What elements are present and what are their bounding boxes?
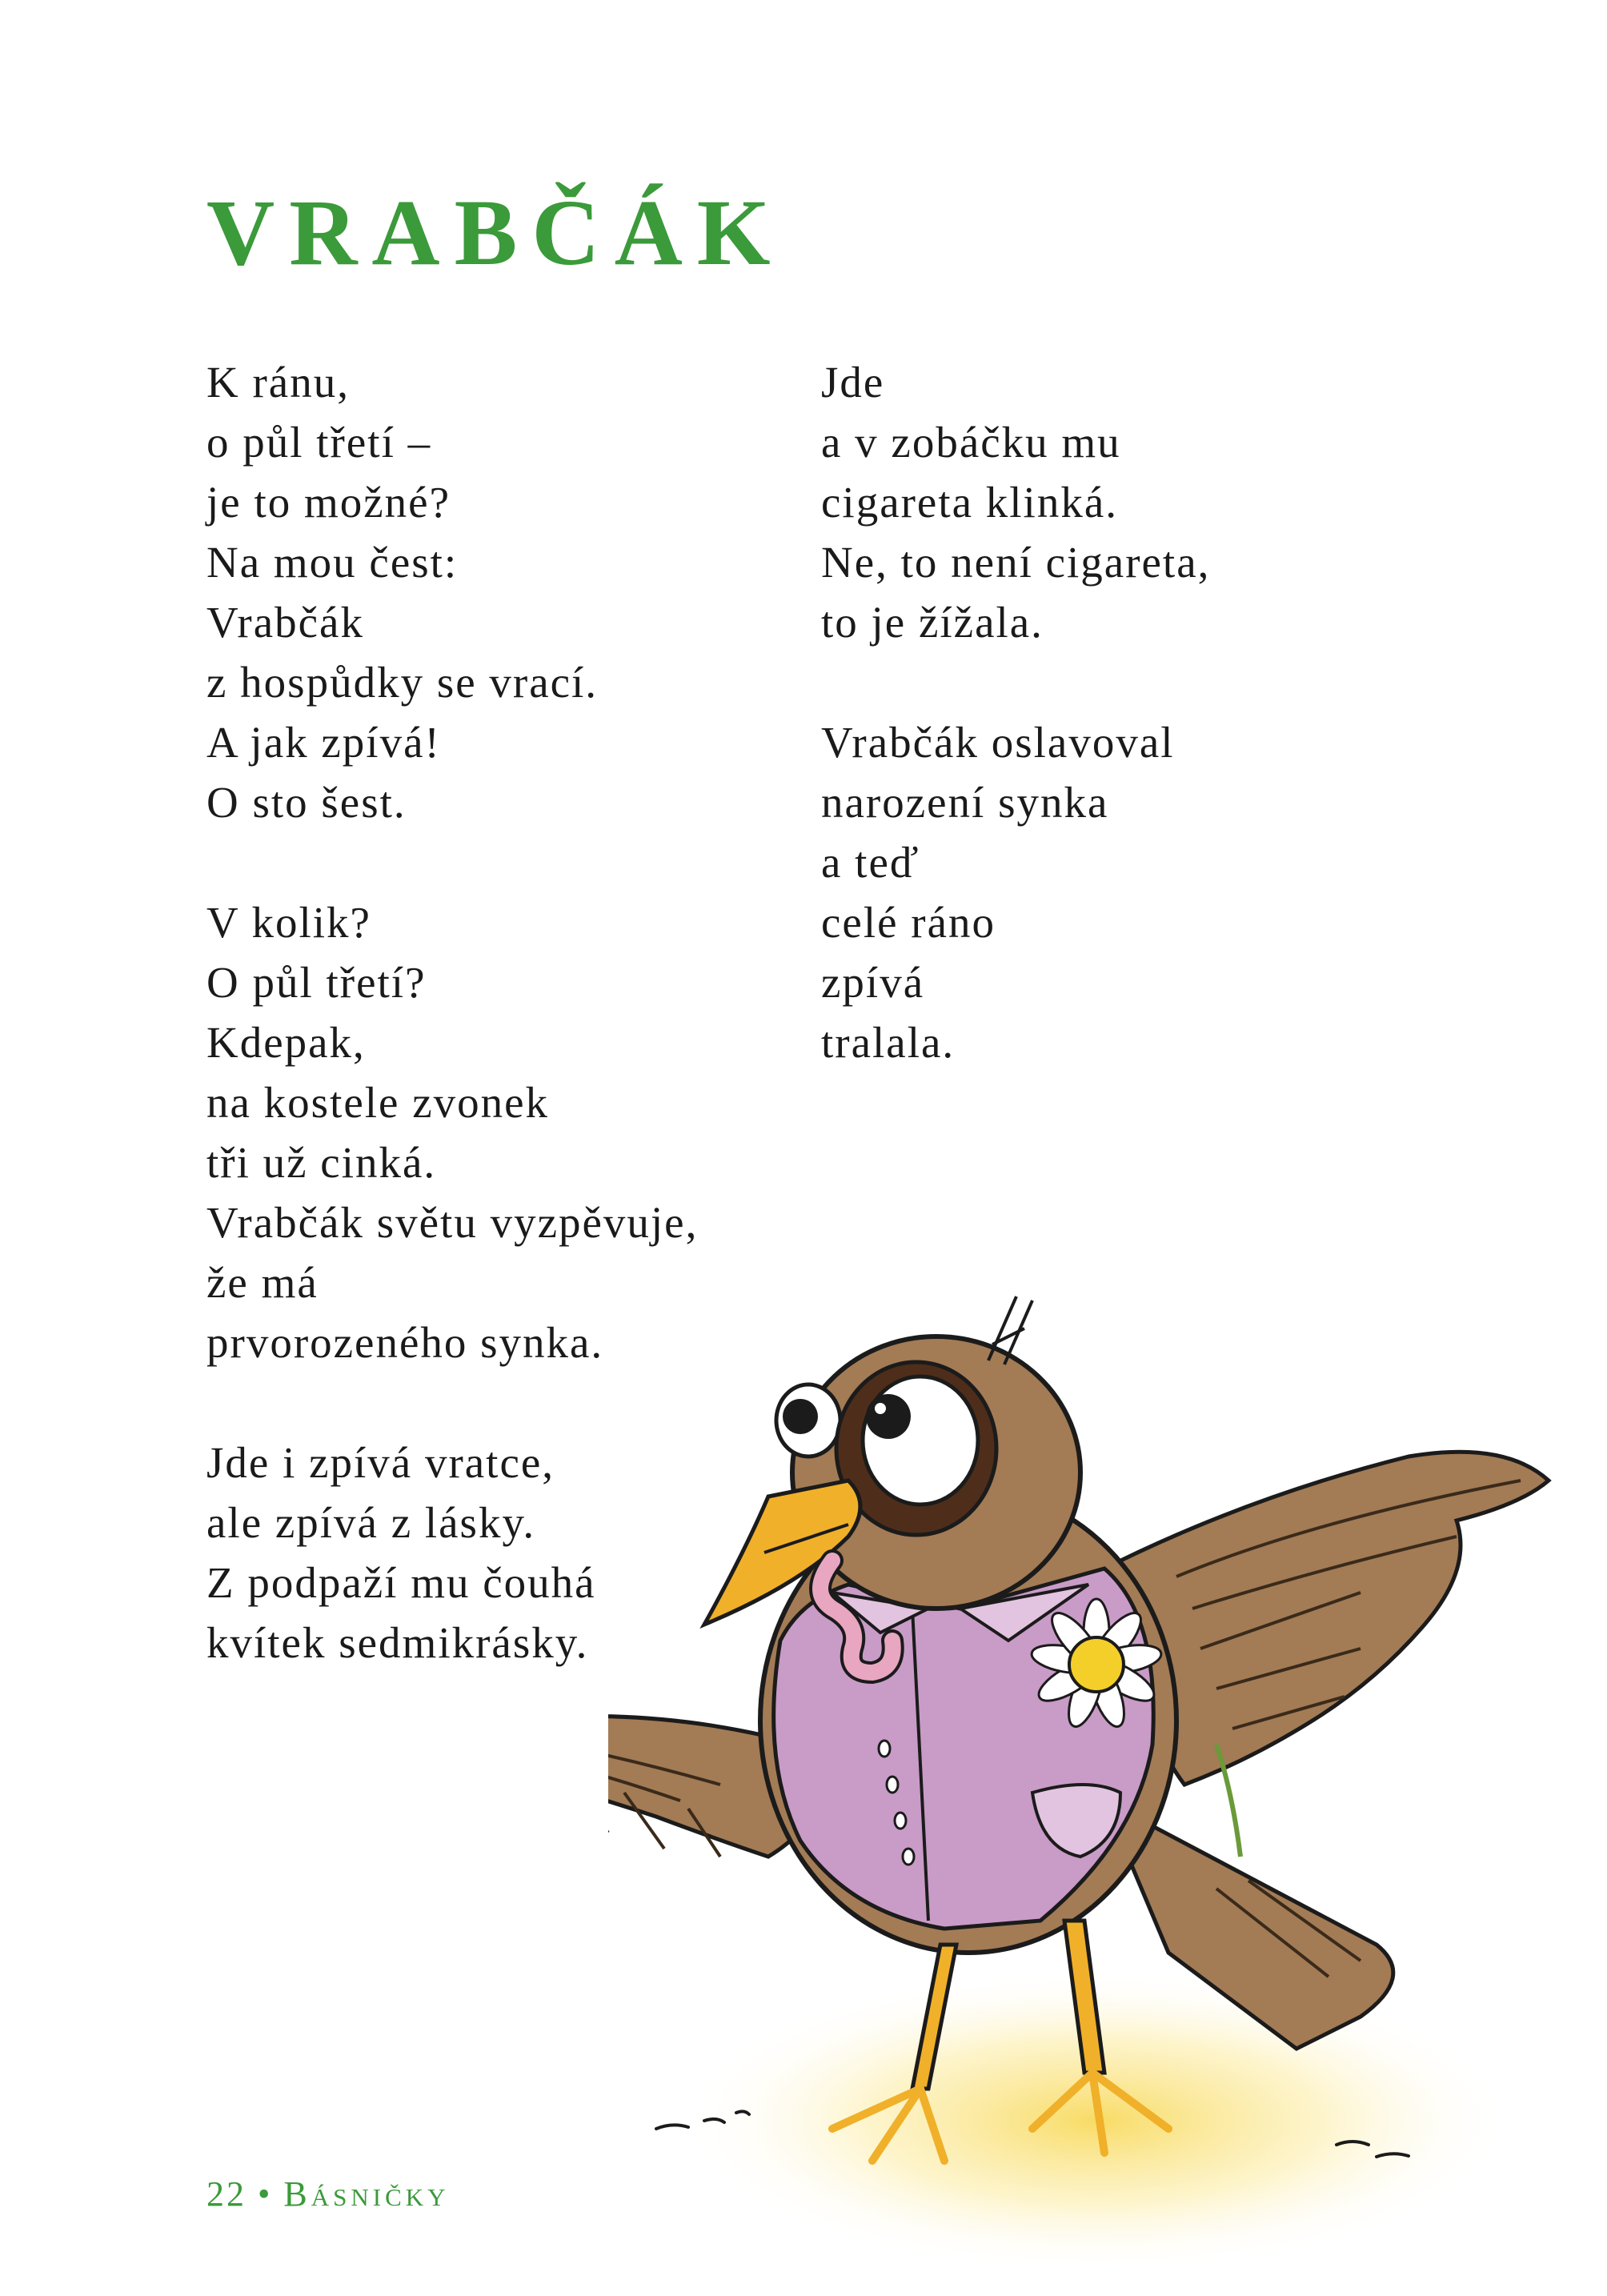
poem-line: V kolik? [206, 898, 371, 947]
poem-line: O půl třetí? [206, 958, 427, 1007]
poem-line: Z podpaží mu čouhá [206, 1558, 596, 1607]
poem-line: a teď [821, 838, 920, 887]
poem-line: Na mou čest: [206, 538, 459, 587]
poem-line: Kdepak, [206, 1018, 366, 1067]
poem-line: prvorozeného synka. [206, 1318, 604, 1367]
poem-line: K ránu, [206, 358, 350, 407]
poem-line: ale zpívá z lásky. [206, 1498, 536, 1547]
section-title: Básničky [283, 2174, 450, 2214]
poem-line: Vrabčák [206, 598, 364, 647]
poem-line: a v zobáčku mu [821, 418, 1121, 467]
poem-line: to je žížala. [821, 598, 1044, 647]
poem-title: VRABČÁK [206, 180, 785, 285]
poem-line: Vrabčák oslavoval [821, 718, 1175, 767]
poem-line: cigareta klinká. [821, 478, 1118, 527]
poem-line: narození synka [821, 778, 1109, 827]
poem-line: Jde i zpívá vratce, [206, 1438, 555, 1487]
poem-line: o půl třetí – [206, 418, 432, 467]
page-footer [206, 2174, 450, 2214]
poem-line: celé ráno [821, 898, 996, 947]
poem-line: Jde [821, 358, 885, 407]
poem-line: tři už cinká. [206, 1138, 437, 1187]
stanza-right-2 [821, 712, 1175, 1072]
poem-line: z hospůdky se vrací. [206, 658, 599, 707]
footer-separator: • [258, 2174, 273, 2214]
poem-line: A jak zpívá! [206, 718, 441, 767]
poem-line: O sto šest. [206, 778, 407, 827]
page-number: 22 [206, 2174, 246, 2214]
poem-line: kvítek sedmikrásky. [206, 1618, 589, 1667]
poem-line: na kostele zvonek [206, 1078, 550, 1127]
eye-front [863, 1376, 978, 1505]
poem-line: je to možné? [206, 478, 451, 527]
poem-line: Vrabčák světu vyzpěvuje, [206, 1198, 699, 1247]
poem-line: zpívá [821, 958, 925, 1007]
stanza-left-1 [206, 352, 598, 832]
sparrow-illustration [608, 1272, 1585, 2289]
stanza-left-3 [206, 1432, 596, 1673]
poem-line: že má [206, 1258, 319, 1307]
stanza-right-1 [821, 352, 1210, 652]
poem-line: tralala. [821, 1018, 956, 1067]
poem-line: Ne, to není cigareta, [821, 538, 1211, 587]
